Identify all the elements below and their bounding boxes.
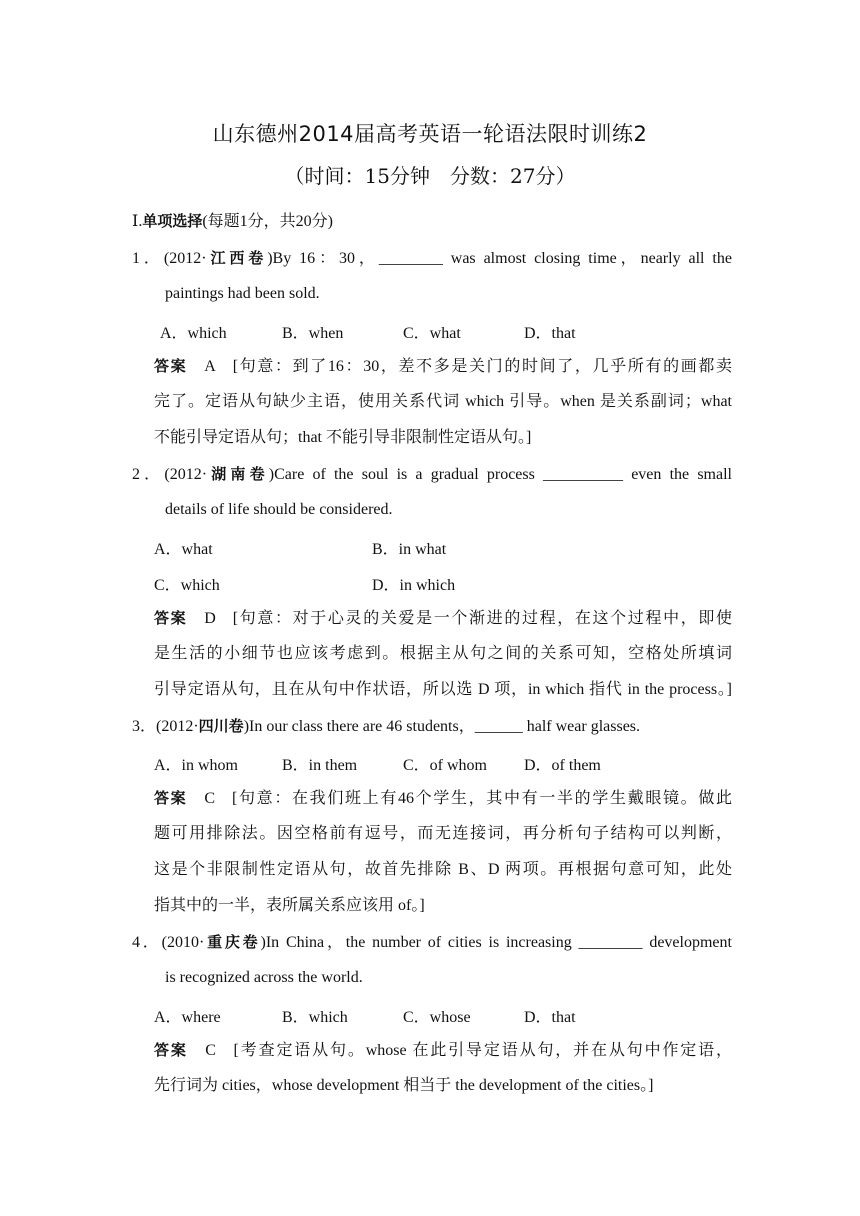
question-4-line-1: 4．(2010·重庆卷)In China，the number of cities is increasing ________ development — [132, 933, 732, 951]
page-subtitle: （时间：15分钟 分数：27分） — [284, 164, 576, 188]
question-3-answer: 答案 C [句意：在我们班上有46个学生，其中有一半的学生戴眼镜。做此 — [154, 789, 732, 807]
question-1-option-a: A．which — [160, 325, 227, 342]
question-3-option-d: D．of them — [524, 757, 601, 774]
section-heading — [132, 208, 333, 231]
question-3-option-c: C．of whom — [403, 757, 488, 774]
question-4-line-2: is recognized across the world. — [165, 969, 363, 986]
question-1-answer: 答案 A [句意：到了16：30，差不多是关门的时间了，几乎所有的画都卖 — [154, 357, 733, 375]
question-2-option-d: D．in which — [372, 577, 456, 594]
question-3-line-1: 3．(2012·四川卷)In our class there are 46 students，______ half wear glasses. — [132, 717, 641, 735]
question-3-option-b: B．in them — [282, 757, 358, 774]
question-3-expl-3: 这是个非限制性定语从句，故首先排除 B、D 两项。再根据句意可知，此处 — [154, 861, 732, 878]
question-1-option-c: C．what — [403, 325, 461, 342]
question-2-answer: 答案 D [句意：对于心灵的关爱是一个渐进的过程，在这个过程中，即使 — [154, 609, 733, 627]
question-2-line-2: details of life should be considered. — [165, 501, 393, 518]
question-4-option-c: C．whose — [403, 1009, 471, 1026]
question-4-answer: 答案 C [考查定语从句。whose 在此引导定语从句，并在从句中作定语， — [154, 1041, 733, 1059]
question-4-option-b: B．which — [282, 1009, 348, 1026]
question-2-line-1: 2．(2012·湖南卷)Care of the soul is a gradual process __________ even the small — [132, 465, 732, 483]
question-3-option-a: A．in whom — [154, 757, 239, 774]
question-1-option-b: B．when — [282, 325, 344, 342]
question-4-source: 重庆卷 — [204, 933, 261, 951]
section-numeral: Ⅰ. — [132, 213, 143, 230]
question-4-expl-2: 先行词为 cities，whose development 相当于 the development of the cities。] — [154, 1077, 654, 1094]
question-3-expl-4: 指其中的一半，表所属关系应该用 of。] — [154, 897, 425, 914]
question-1-expl-2: 完了。定语从句缺少主语，使用关系代词 which 引导。when 是关系副词；what — [154, 393, 732, 410]
question-2-option-c: C．which — [154, 577, 220, 594]
question-1-line-2: paintings had been sold. — [165, 285, 320, 302]
question-2-expl-2: 是生活的小细节也应该考虑到。根据主从句之间的关系可知，空格处所填词 — [154, 645, 732, 662]
question-1-option-d: D．that — [524, 325, 576, 342]
question-2-source: 湖南卷 — [207, 465, 269, 483]
section-note: (每题1分，共20分) — [202, 213, 334, 230]
section-name: 单项选择 — [142, 212, 203, 230]
question-2-option-b: B．in what — [372, 541, 447, 558]
question-1-line-1: 1．(2012·江西卷)By 16：30，________ was almost closing time，nearly all the — [132, 249, 732, 267]
question-3-source: 四川卷 — [198, 717, 244, 735]
question-3-expl-2: 题可用排除法。因空格前有逗号，而无连接词，再分析句子结构可以判断， — [154, 825, 732, 842]
question-2-expl-3: 引导定语从句，且在从句中作状语，所以选 D 项，in which 指代 in the process。] — [154, 681, 732, 698]
question-2-option-a: A．what — [154, 541, 213, 558]
question-1-expl-3: 不能引导定语从句；that 不能引导非限制性定语从句。] — [154, 429, 532, 446]
page-title: 山东德州2014届高考英语一轮语法限时训练2 — [212, 122, 648, 146]
question-4-option-d: D．that — [524, 1009, 576, 1026]
question-1-source: 江西卷 — [206, 249, 268, 267]
question-4-option-a: A．where — [154, 1009, 221, 1026]
